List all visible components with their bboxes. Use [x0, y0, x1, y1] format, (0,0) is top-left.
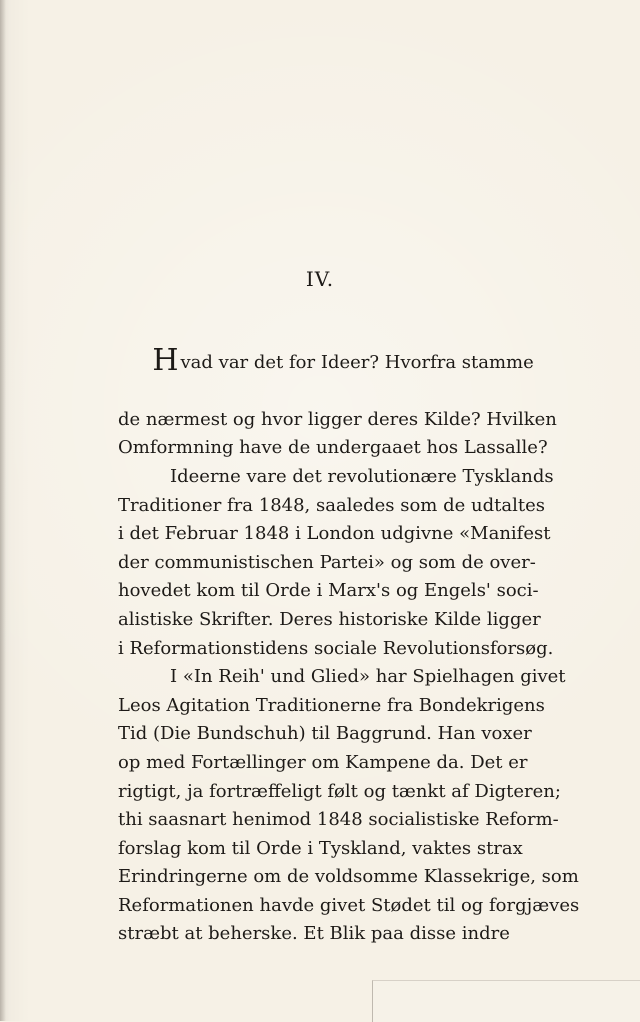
text-line: alistiske Skrifter. Deres historiske Kilde ligger — [118, 608, 541, 630]
text-line: Ideerne vare det revolutionære Tysklands — [170, 465, 554, 487]
text-line: Tid (Die Bundschuh) til Baggrund. Han voxer — [118, 723, 532, 745]
text-line: rigtigt, ja fortræffeligt følt og tænkt af Digteren; — [118, 780, 561, 802]
chapter-text — [118, 320, 598, 949]
text-line: forslag kom til Orde i Tyskland, vaktes strax — [118, 837, 523, 859]
text-line: i det Februar 1848 i London udgivne «Manifest — [118, 523, 551, 545]
text-line: Traditioner fra 1848, saaledes som de udtaltes — [118, 494, 545, 516]
text-line: der communistischen Partei» og som de over- — [118, 551, 536, 573]
text-line: Reformationen havde givet Stødet til og forgjæves — [118, 894, 580, 916]
text-line: Omformning have de undergaaet hos Lassalle? — [118, 437, 548, 459]
bleed-through-text — [340, 0, 640, 360]
drop-cap: H — [152, 342, 179, 378]
text-line — [118, 320, 598, 406]
text-line: I «In Reih' und Glied» har Spielhagen givet — [170, 666, 566, 688]
text-line: hovedet kom til Orde i Marx's og Engels' soci- — [118, 580, 539, 602]
text-line: Erindringerne om de voldsomme Klassekrige, som — [118, 866, 579, 888]
text-line-content: vad var det for Ideer? Hvorfra stamme — [180, 351, 534, 373]
text-line: i Reformationstidens sociale Revolutionsforsøg. — [118, 637, 554, 659]
page-edge-shadow — [0, 0, 6, 1021]
scan-edge-mark — [372, 980, 640, 1022]
chapter-number: IV. — [305, 267, 335, 291]
text-line: de nærmest og hvor ligger deres Kilde? Hvilken — [118, 408, 557, 430]
text-line: op med Fortællinger om Kampene da. Det er — [118, 751, 528, 773]
text-line: thi saasnart henimod 1848 socialistiske Reform- — [118, 809, 559, 831]
text-line: stræbt at beherske. Et Blik paa disse indre — [118, 923, 510, 945]
text-line: Leos Agitation Traditionerne fra Bondekrigens — [118, 694, 545, 716]
